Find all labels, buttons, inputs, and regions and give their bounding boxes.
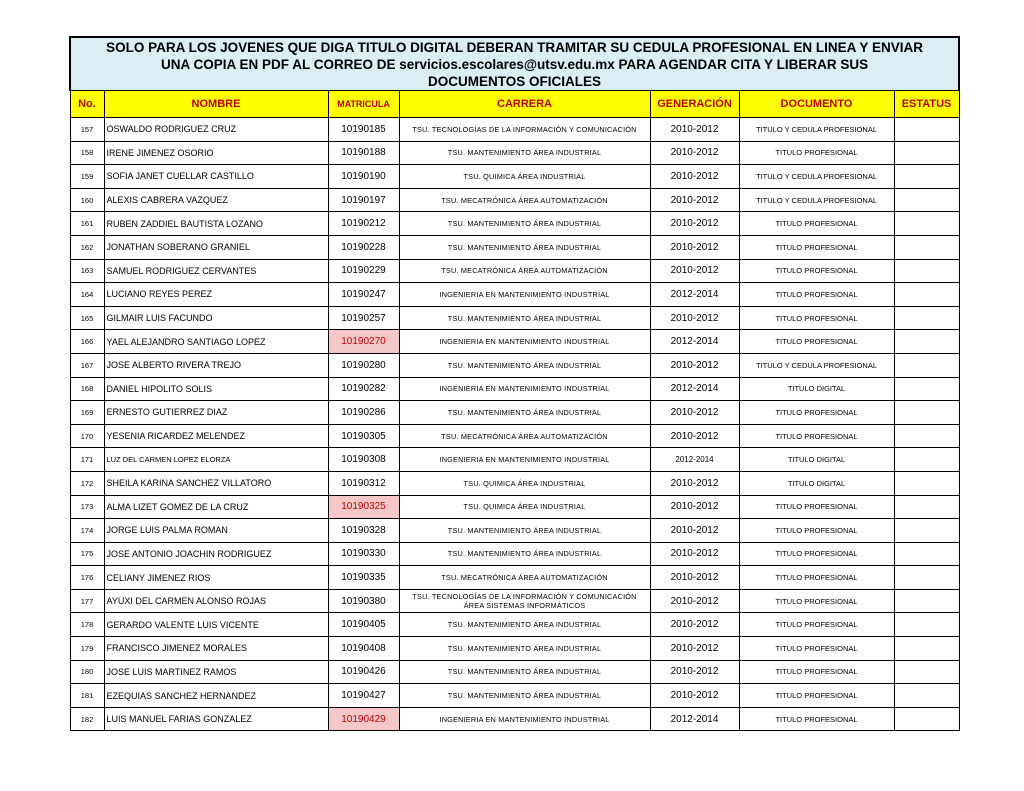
student-name: OSWALDO RODRIGUEZ CRUZ — [104, 118, 328, 142]
estatus-value — [894, 353, 959, 377]
carrera-value: TSU. MANTENIMIENTO ÁREA INDUSTRIAL — [399, 519, 650, 543]
row-number: 166 — [70, 330, 104, 354]
matricula-value: 10190197 — [328, 188, 399, 212]
matricula-value: 10190270 — [328, 330, 399, 354]
estatus-value — [894, 306, 959, 330]
header-estatus: ESTATUS — [894, 91, 959, 118]
matricula-value: 10190190 — [328, 165, 399, 189]
header-documento: DOCUMENTO — [739, 91, 894, 118]
matricula-value: 10190429 — [328, 707, 399, 731]
table-row — [70, 448, 959, 472]
student-name: GILMAIR LUIS FACUNDO — [104, 306, 328, 330]
table-row — [70, 566, 959, 590]
carrera-value: TSU. MANTENIMIENTO ÁREA INDUSTRIAL — [399, 660, 650, 684]
matricula-value: 10190427 — [328, 684, 399, 708]
header-no: No. — [70, 91, 104, 118]
table-row — [70, 306, 959, 330]
matricula-value: 10190335 — [328, 566, 399, 590]
carrera-value: TSU. MANTENIMIENTO ÁREA INDUSTRIAL — [399, 306, 650, 330]
matricula-value: 10190247 — [328, 283, 399, 307]
matricula-value: 10190286 — [328, 401, 399, 425]
carrera-value: TSU. MANTENIMIENTO ÁREA INDUSTRIAL — [399, 141, 650, 165]
estatus-value — [894, 401, 959, 425]
generacion-value: 2012-2014 — [650, 448, 739, 472]
student-document-table — [69, 36, 960, 731]
generacion-value: 2010-2012 — [650, 188, 739, 212]
table-row — [70, 188, 959, 212]
notice-line-1: SOLO PARA LOS JOVENES QUE DIGA TITULO DIGITAL DEBERAN TRAMITAR SU CEDULA PROFESIONAL EN LINEA Y ENVIAR — [106, 39, 923, 55]
generacion-value: 2010-2012 — [650, 259, 739, 283]
row-number: 158 — [70, 141, 104, 165]
table-row — [70, 542, 959, 566]
matricula-value: 10190312 — [328, 471, 399, 495]
matricula-value: 10190257 — [328, 306, 399, 330]
documento-value: TITULO PROFESIONAL — [739, 660, 894, 684]
estatus-value — [894, 660, 959, 684]
matricula-value: 10190280 — [328, 353, 399, 377]
matricula-value: 10190408 — [328, 637, 399, 661]
row-number: 170 — [70, 424, 104, 448]
table-row — [70, 212, 959, 236]
documento-value: TITULO PROFESIONAL — [739, 212, 894, 236]
carrera-value: TSU. TECNOLOGÍAS DE LA INFORMACIÓN Y COMUNICACIÓN ÁREA SISTEMAS INFORMÁTICOS — [399, 589, 650, 613]
generacion-value: 2012-2014 — [650, 707, 739, 731]
table-row — [70, 637, 959, 661]
estatus-value — [894, 188, 959, 212]
estatus-value — [894, 589, 959, 613]
matricula-value: 10190380 — [328, 589, 399, 613]
estatus-value — [894, 212, 959, 236]
estatus-value — [894, 471, 959, 495]
generacion-value: 2010-2012 — [650, 424, 739, 448]
row-number: 182 — [70, 707, 104, 731]
table-row — [70, 141, 959, 165]
carrera-value: TSU. QUIMICA ÁREA INDUSTRIAL — [399, 165, 650, 189]
row-number: 160 — [70, 188, 104, 212]
estatus-value — [894, 330, 959, 354]
student-name: EZEQUIAS SANCHEZ HERNANDEZ — [104, 684, 328, 708]
documento-value: TITULO PROFESIONAL — [739, 637, 894, 661]
estatus-value — [894, 684, 959, 708]
estatus-value — [894, 637, 959, 661]
estatus-value — [894, 165, 959, 189]
student-name: ALMA LIZET GOMEZ DE LA CRUZ — [104, 495, 328, 519]
table-row — [70, 377, 959, 401]
matricula-value: 10190305 — [328, 424, 399, 448]
matricula-value: 10190325 — [328, 495, 399, 519]
row-number: 179 — [70, 637, 104, 661]
generacion-value: 2012-2014 — [650, 377, 739, 401]
estatus-value — [894, 424, 959, 448]
notice-line-3: DOCUMENTOS OFICIALES — [428, 73, 602, 89]
generacion-value: 2010-2012 — [650, 566, 739, 590]
carrera-value: TSU. MANTENIMIENTO ÁREA INDUSTRIAL — [399, 212, 650, 236]
carrera-value: TSU. MECATRÓNICA ÁREA AUTOMATIZACIÓN — [399, 566, 650, 590]
documento-value: TITULO PROFESIONAL — [739, 542, 894, 566]
table-row — [70, 424, 959, 448]
carrera-value: TSU. MANTENIMIENTO ÁREA INDUSTRIAL — [399, 401, 650, 425]
carrera-value: TSU. MANTENIMIENTO ÁREA INDUSTRIAL — [399, 542, 650, 566]
documento-value: TITULO PROFESIONAL — [739, 424, 894, 448]
documento-value: TITULO PROFESIONAL — [739, 259, 894, 283]
row-number: 169 — [70, 401, 104, 425]
table-row — [70, 118, 959, 142]
row-number: 159 — [70, 165, 104, 189]
carrera-value: TSU. MANTENIMIENTO ÁREA INDUSTRIAL — [399, 637, 650, 661]
documento-value: TITULO PROFESIONAL — [739, 306, 894, 330]
estatus-value — [894, 141, 959, 165]
student-name: YAEL ALEJANDRO SANTIAGO LOPEZ — [104, 330, 328, 354]
documento-value: TITULO PROFESIONAL — [739, 613, 894, 637]
documento-value: TITULO PROFESIONAL — [739, 330, 894, 354]
row-number: 167 — [70, 353, 104, 377]
documento-value: TITULO PROFESIONAL — [739, 684, 894, 708]
documento-value: TITULO PROFESIONAL — [739, 401, 894, 425]
carrera-value: TSU. QUIMICA ÁREA INDUSTRIAL — [399, 495, 650, 519]
student-name: GERARDO VALENTE LUIS VICENTE — [104, 613, 328, 637]
matricula-value: 10190188 — [328, 141, 399, 165]
documento-value: TITULO PROFESIONAL — [739, 566, 894, 590]
estatus-value — [894, 259, 959, 283]
table-row — [70, 589, 959, 613]
generacion-value: 2010-2012 — [650, 660, 739, 684]
table-row — [70, 471, 959, 495]
estatus-value — [894, 448, 959, 472]
header-generacion: GENERACIÓN — [650, 91, 739, 118]
row-number: 165 — [70, 306, 104, 330]
estatus-value — [894, 613, 959, 637]
column-header-row — [70, 91, 959, 118]
table-row — [70, 401, 959, 425]
generacion-value: 2012-2014 — [650, 330, 739, 354]
table-row — [70, 330, 959, 354]
student-name: ALEXIS CABRERA VAZQUEZ — [104, 188, 328, 212]
documento-value: TITULO DIGITAL — [739, 448, 894, 472]
carrera-value: INGENIERIA EN MANTENIMIENTO INDUSTRIAL — [399, 377, 650, 401]
carrera-value: TSU. MANTENIMIENTO ÁREA INDUSTRIAL — [399, 353, 650, 377]
carrera-value: TSU. MECATRÓNICA ÁREA AUTOMATIZACIÓN — [399, 259, 650, 283]
student-name: LUIS MANUEL FARIAS GONZALEZ — [104, 707, 328, 731]
table-body — [70, 118, 959, 731]
row-number: 157 — [70, 118, 104, 142]
documento-value: TITULO PROFESIONAL — [739, 589, 894, 613]
estatus-value — [894, 519, 959, 543]
matricula-value: 10190229 — [328, 259, 399, 283]
carrera-value: TSU. MANTENIMIENTO ÁREA INDUSTRIAL — [399, 684, 650, 708]
student-name: JONATHAN SOBERANO GRANIEL — [104, 235, 328, 259]
generacion-value: 2012-2014 — [650, 283, 739, 307]
student-name: JOSE ALBERTO RIVERA TREJO — [104, 353, 328, 377]
table-row — [70, 707, 959, 731]
student-name: JORGE LUIS PALMA ROMAN — [104, 519, 328, 543]
generacion-value: 2010-2012 — [650, 637, 739, 661]
table-row — [70, 660, 959, 684]
estatus-value — [894, 283, 959, 307]
carrera-value: TSU. MANTENIMIENTO ÁREA INDUSTRIAL — [399, 235, 650, 259]
row-number: 168 — [70, 377, 104, 401]
table-row — [70, 283, 959, 307]
row-number: 171 — [70, 448, 104, 472]
table-row — [70, 259, 959, 283]
notice-banner — [70, 37, 959, 91]
generacion-value: 2010-2012 — [650, 401, 739, 425]
matricula-value: 10190282 — [328, 377, 399, 401]
generacion-value: 2010-2012 — [650, 684, 739, 708]
student-name: JOSE LUIS MARTINEZ RAMOS — [104, 660, 328, 684]
matricula-value: 10190228 — [328, 235, 399, 259]
student-name: JOSE ANTONIO JOACHIN RODRIGUEZ — [104, 542, 328, 566]
student-name: LUCIANO REYES PEREZ — [104, 283, 328, 307]
student-name: YESENIA RICARDEZ MELENDEZ — [104, 424, 328, 448]
documento-value: TITULO PROFESIONAL — [739, 141, 894, 165]
documento-value: TITULO PROFESIONAL — [739, 707, 894, 731]
carrera-value: TSU. MANTENIMIENTO ÁREA INDUSTRIAL — [399, 613, 650, 637]
table-row — [70, 495, 959, 519]
generacion-value: 2010-2012 — [650, 118, 739, 142]
documento-value: TITULO PROFESIONAL — [739, 519, 894, 543]
notice-line-2: UNA COPIA EN PDF AL CORREO DE servicios.escolares@utsv.edu.mx PARA AGENDAR CITA Y LIBERAR SUS — [161, 56, 869, 72]
row-number: 175 — [70, 542, 104, 566]
matricula-value: 10190330 — [328, 542, 399, 566]
table-row — [70, 613, 959, 637]
generacion-value: 2010-2012 — [650, 353, 739, 377]
student-name: SOFIA JANET CUELLAR CASTILLO — [104, 165, 328, 189]
carrera-value: TSU. MECATRÓNICA ÁREA AUTOMATIZACIÓN — [399, 424, 650, 448]
documento-value: TITULO Y CEDULA PROFESIONAL — [739, 188, 894, 212]
student-name: SAMUEL RODRIGUEZ CERVANTES — [104, 259, 328, 283]
documento-value: TITULO DIGITAL — [739, 471, 894, 495]
documento-value: TITULO Y CEDULA PROFESIONAL — [739, 353, 894, 377]
header-carrera: CARRERA — [399, 91, 650, 118]
row-number: 172 — [70, 471, 104, 495]
row-number: 164 — [70, 283, 104, 307]
generacion-value: 2010-2012 — [650, 141, 739, 165]
estatus-value — [894, 566, 959, 590]
matricula-value: 10190185 — [328, 118, 399, 142]
generacion-value: 2010-2012 — [650, 235, 739, 259]
documento-value: TITULO DIGITAL — [739, 377, 894, 401]
student-name: ERNESTO GUTIERREZ DIAZ — [104, 401, 328, 425]
row-number: 173 — [70, 495, 104, 519]
generacion-value: 2010-2012 — [650, 212, 739, 236]
matricula-value: 10190328 — [328, 519, 399, 543]
estatus-value — [894, 235, 959, 259]
matricula-value: 10190308 — [328, 448, 399, 472]
student-name: CELIANY JIMENEZ RIOS — [104, 566, 328, 590]
generacion-value: 2010-2012 — [650, 519, 739, 543]
row-number: 181 — [70, 684, 104, 708]
table-row — [70, 235, 959, 259]
matricula-value: 10190212 — [328, 212, 399, 236]
row-number: 162 — [70, 235, 104, 259]
carrera-value: TSU. QUIMICA ÁREA INDUSTRIAL — [399, 471, 650, 495]
estatus-value — [894, 495, 959, 519]
student-name: FRANCISCO JIMENEZ MORALES — [104, 637, 328, 661]
table-row — [70, 684, 959, 708]
student-name: SHEILA KARINA SANCHEZ VILLATORO — [104, 471, 328, 495]
carrera-value: INGENIERIA EN MANTENIMIENTO INDUSTRIAL — [399, 707, 650, 731]
header-matricula: MATRICULA — [328, 91, 399, 118]
documento-value: TITULO PROFESIONAL — [739, 495, 894, 519]
matricula-value: 10190405 — [328, 613, 399, 637]
table-row — [70, 165, 959, 189]
documento-value: TITULO Y CEDULA PROFESIONAL — [739, 165, 894, 189]
table-row — [70, 519, 959, 543]
row-number: 180 — [70, 660, 104, 684]
generacion-value: 2010-2012 — [650, 471, 739, 495]
estatus-value — [894, 707, 959, 731]
generacion-value: 2010-2012 — [650, 542, 739, 566]
row-number: 161 — [70, 212, 104, 236]
row-number: 174 — [70, 519, 104, 543]
documento-value: TITULO Y CEDULA PROFESIONAL — [739, 118, 894, 142]
carrera-value: TSU. MECATRÓNICA ÁREA AUTOMATIZACIÓN — [399, 188, 650, 212]
carrera-value: INGENIERIA EN MANTENIMIENTO INDUSTRIAL — [399, 330, 650, 354]
student-name: IRENE JIMENEZ OSORIO — [104, 141, 328, 165]
estatus-value — [894, 377, 959, 401]
generacion-value: 2010-2012 — [650, 165, 739, 189]
documento-value: TITULO PROFESIONAL — [739, 283, 894, 307]
carrera-value: TSU. TECNOLOGÍAS DE LA INFORMACIÓN Y COMUNICACIÓN — [399, 118, 650, 142]
header-nombre: NOMBRE — [104, 91, 328, 118]
table-row — [70, 353, 959, 377]
student-name: AYUXI DEL CARMEN ALONSO ROJAS — [104, 589, 328, 613]
row-number: 176 — [70, 566, 104, 590]
student-name: LUZ DEL CARMEN LOPEZ ELORZA — [104, 448, 328, 472]
carrera-value: INGENIERIA EN MANTENIMIENTO INDUSTRIAL — [399, 448, 650, 472]
generacion-value: 2010-2012 — [650, 589, 739, 613]
row-number: 178 — [70, 613, 104, 637]
estatus-value — [894, 118, 959, 142]
row-number: 177 — [70, 589, 104, 613]
documento-value: TITULO PROFESIONAL — [739, 235, 894, 259]
estatus-value — [894, 542, 959, 566]
matricula-value: 10190426 — [328, 660, 399, 684]
student-name: DANIEL HIPOLITO SOLIS — [104, 377, 328, 401]
row-number: 163 — [70, 259, 104, 283]
carrera-value: INGENIERIA EN MANTENIMIENTO INDUSTRIAL — [399, 283, 650, 307]
generacion-value: 2010-2012 — [650, 495, 739, 519]
student-name: RUBEN ZADDIEL BAUTISTA LOZANO — [104, 212, 328, 236]
generacion-value: 2010-2012 — [650, 613, 739, 637]
generacion-value: 2010-2012 — [650, 306, 739, 330]
